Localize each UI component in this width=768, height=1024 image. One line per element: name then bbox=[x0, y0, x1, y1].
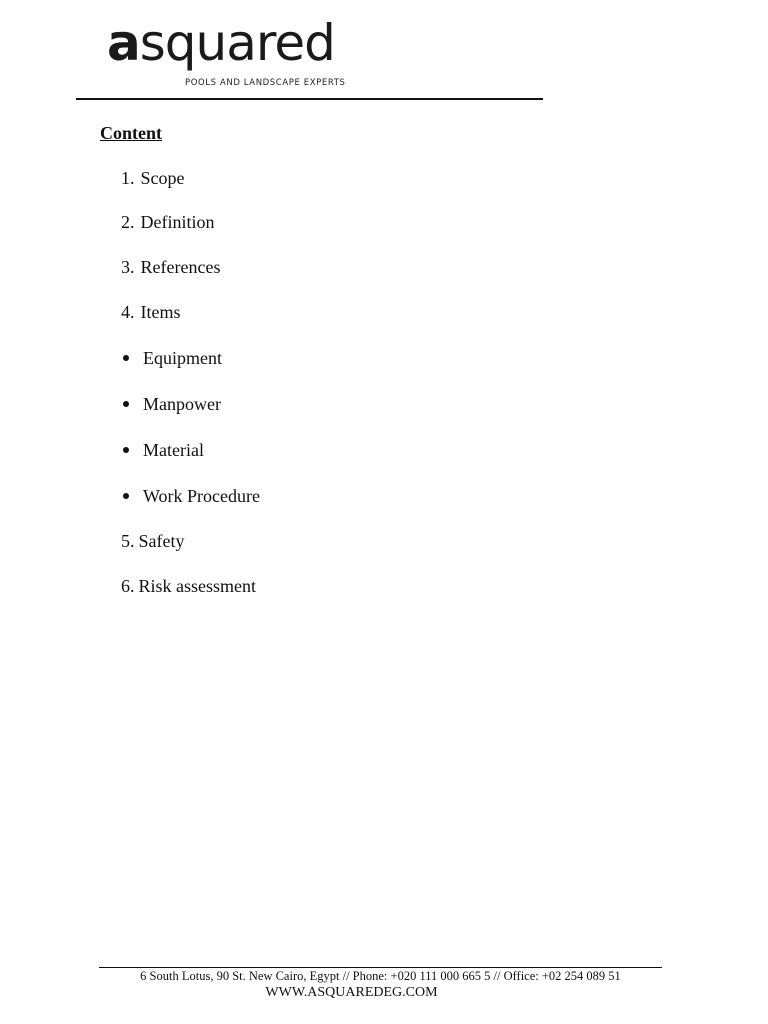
toc-item bbox=[121, 486, 260, 507]
toc-item bbox=[121, 257, 220, 278]
toc-item-number: 1. bbox=[121, 168, 135, 188]
toc-item-label: Safety bbox=[138, 531, 185, 551]
toc-item bbox=[121, 302, 181, 323]
toc-item bbox=[121, 576, 256, 597]
toc-item bbox=[121, 531, 184, 552]
toc-item-label: Definition bbox=[140, 212, 215, 232]
header-divider bbox=[76, 98, 543, 100]
toc-item-label: Material bbox=[143, 440, 204, 460]
toc-item-label: Work Procedure bbox=[143, 486, 261, 506]
logo-wordmark-rest: squared bbox=[139, 14, 335, 72]
footer-website: WWW.ASQUAREDEG.COM bbox=[265, 985, 438, 1000]
logo-wordmark-bold: a bbox=[107, 14, 140, 72]
toc-item-label: References bbox=[140, 257, 221, 277]
footer-divider bbox=[99, 967, 662, 968]
toc-item bbox=[121, 212, 215, 233]
toc-item-label: Items bbox=[140, 302, 181, 322]
toc-item-number: 3. bbox=[121, 257, 135, 277]
toc-item-number: 6. bbox=[121, 576, 135, 596]
company-logo bbox=[107, 14, 377, 92]
bullet-icon bbox=[123, 401, 129, 407]
toc-item-label: Manpower bbox=[143, 394, 221, 414]
toc-item-label: Equipment bbox=[143, 348, 222, 368]
toc-item-label: Scope bbox=[140, 168, 185, 188]
logo-tagline: POOLS AND LANDSCAPE EXPERTS bbox=[185, 78, 346, 88]
bullet-icon bbox=[123, 447, 129, 453]
toc-item bbox=[121, 348, 222, 369]
bullet-icon bbox=[123, 355, 129, 361]
toc-item bbox=[121, 440, 204, 461]
toc-item-number: 2. bbox=[121, 212, 135, 232]
toc-item-number: 5. bbox=[121, 531, 135, 551]
bullet-icon bbox=[123, 493, 129, 499]
content-heading: Content bbox=[100, 123, 162, 143]
footer-address: 6 South Lotus, 90 St. New Cairo, Egypt // Phone: +020 111 000 665 5 // Office: +02 254 089 51 bbox=[140, 969, 621, 983]
toc-item bbox=[121, 394, 221, 415]
logo-wordmark bbox=[107, 14, 335, 72]
toc-item-number: 4. bbox=[121, 302, 135, 322]
toc-item-label: Risk assessment bbox=[138, 576, 257, 596]
toc-item bbox=[121, 168, 185, 189]
